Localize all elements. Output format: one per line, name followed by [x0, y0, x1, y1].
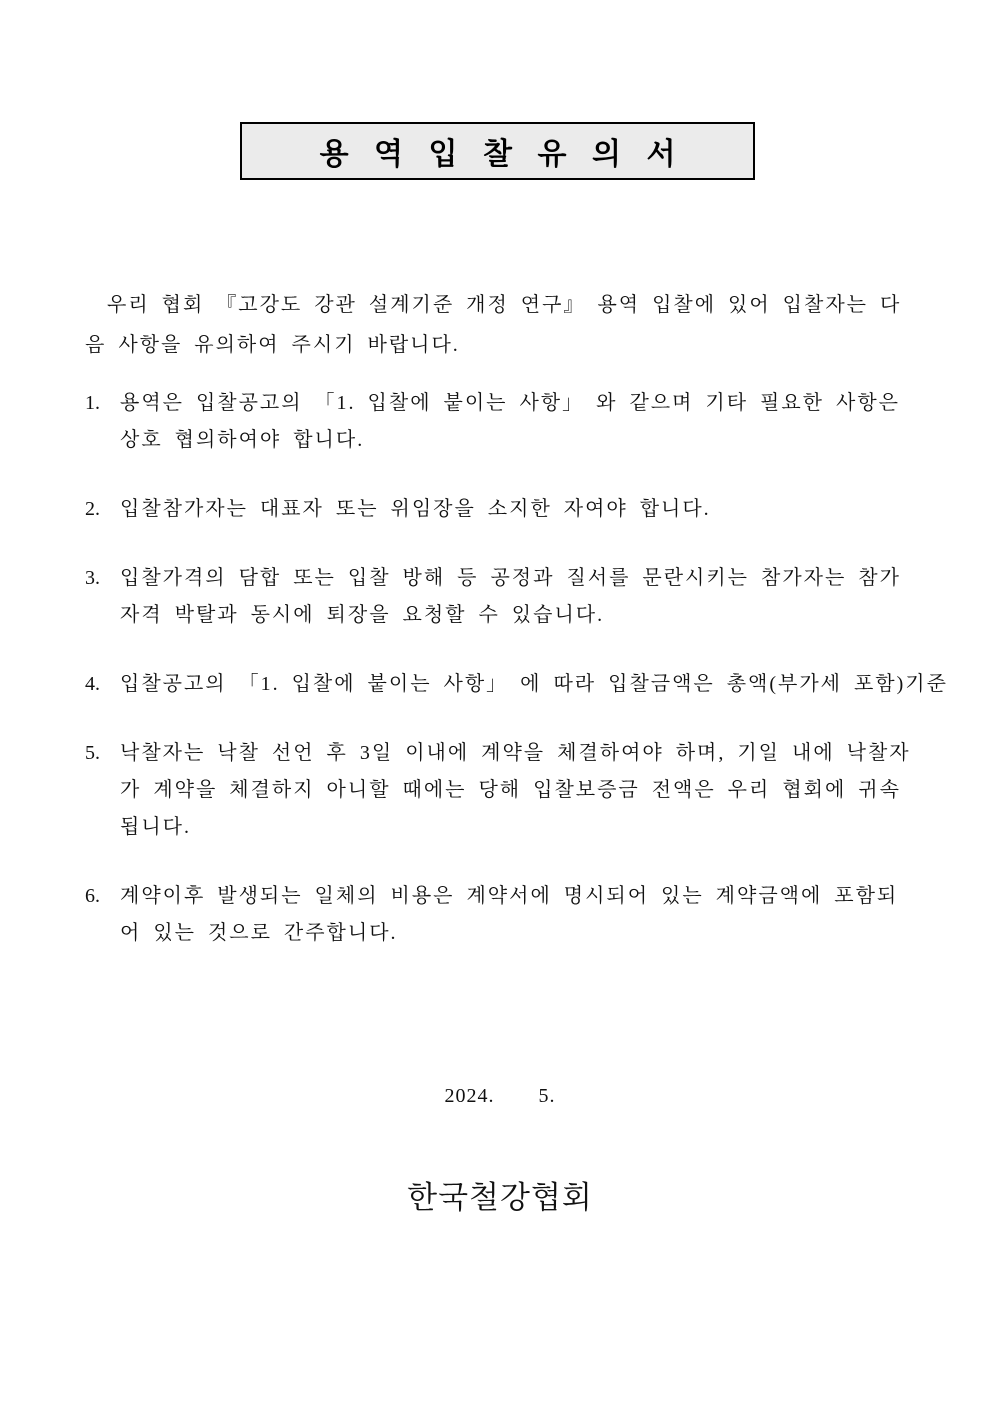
notice-item-4: [85, 666, 948, 703]
document-title-box: [240, 122, 755, 180]
notice-list: [85, 385, 948, 952]
date-line: 2024. 5.: [444, 1085, 556, 1107]
item-text: 입찰공고의 「1. 입찰에 붙이는 사항」 에 따라 입찰금액은 총액(부가세 포함)기준: [120, 673, 948, 695]
document-title: 용 역 입 찰 유 의 서: [319, 138, 685, 171]
item-text: 입찰참가자는 대표자 또는 위임장을 소지한 자여야 합니다.: [120, 498, 711, 520]
notice-item-2: [85, 491, 915, 528]
item-text: 계약이후 발생되는 일체의 비용은 계약서에 명시되어 있는 계약금액에 포함되어 있는 것으로 간주합니다.: [120, 885, 899, 944]
item-number: 2.: [85, 498, 100, 520]
notice-item-5: [85, 735, 915, 846]
organization-name: 한국철강협회: [407, 1180, 593, 1215]
notice-item-3: [85, 560, 915, 634]
notice-item-6: [85, 878, 915, 952]
item-text: 용역은 입찰공고의 「1. 입찰에 붙이는 사항」 와 같으며 기타 필요한 사항은 상호 협의하여야 합니다.: [120, 392, 900, 451]
item-number: 5.: [85, 742, 100, 764]
document-body: [85, 285, 948, 1220]
item-text: 입찰가격의 담합 또는 입찰 방해 등 공정과 질서를 문란시키는 참가자는 참가 자격 박탈과 동시에 퇴장을 요청할 수 있습니다.: [120, 567, 901, 626]
item-text: 낙찰자는 낙찰 선언 후 3일 이내에 계약을 체결하여야 하며, 기일 내에 낙찰자가 계약을 체결하지 아니할 때에는 당해 입찰보증금 전액은 우리 협회에 귀속됩니다.: [120, 742, 911, 838]
item-number: 3.: [85, 567, 100, 589]
notice-item-1: [85, 385, 915, 459]
item-number: 4.: [85, 673, 100, 695]
item-number: 6.: [85, 885, 100, 907]
intro-paragraph: 우리 협회 『고강도 강관 설계기준 개정 연구』 용역 입찰에 있어 입찰자는 다음 사항을 유의하여 주시기 바랍니다.: [85, 294, 902, 356]
item-number: 1.: [85, 392, 100, 414]
